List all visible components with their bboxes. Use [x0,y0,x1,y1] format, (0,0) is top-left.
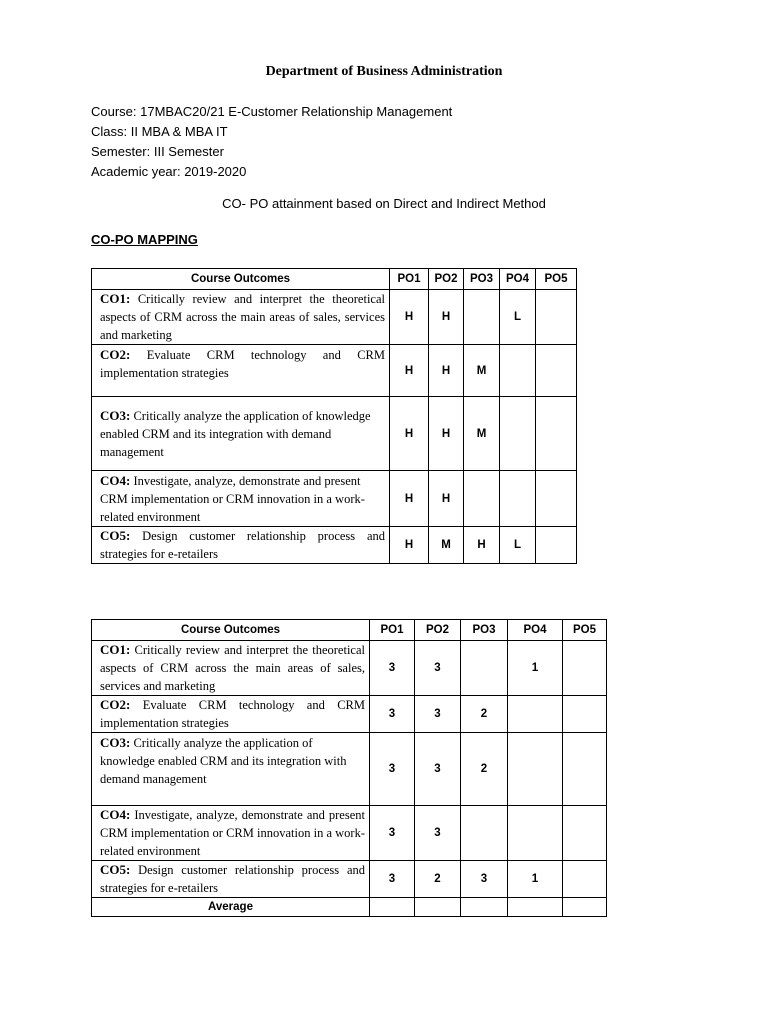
academic-year-line: Academic year: 2019-2020 [91,164,247,179]
column-header: PO4 [508,620,563,641]
outcome-text: Critically analyze the application of knowledge enabled CRM and its integration with demand management [100,408,371,459]
column-header: PO2 [429,269,464,290]
outcome-text: Investigate, analyze, demonstrate and present CRM implementation or CRM innovation in a work-related environment [100,808,365,858]
column-header: PO5 [536,269,577,290]
table-row [92,806,607,861]
score-cell [563,733,607,806]
level-cell: H [390,471,429,527]
outcome-code: CO1: [100,291,131,306]
table-row [92,397,577,471]
score-cell [563,861,607,898]
score-cell: 3 [461,861,508,898]
score-cell: 3 [415,696,461,733]
score-cell: 1 [508,861,563,898]
table-row [92,471,577,527]
column-header: PO3 [461,620,508,641]
average-label: Average [92,898,370,917]
score-cell: 1 [508,641,563,696]
score-cell: 2 [461,733,508,806]
class-line: Class: II MBA & MBA IT [91,124,228,139]
score-cell: 3 [370,861,415,898]
level-cell: H [429,471,464,527]
column-header: PO3 [464,269,500,290]
outcome-text: Design customer relationship process and strategies for e-retailers [100,529,385,561]
level-cell [500,471,536,527]
column-header: PO5 [563,620,607,641]
score-cell [563,641,607,696]
table-row [92,527,577,564]
column-header: PO2 [415,620,461,641]
average-cell [415,898,461,917]
level-cell [536,345,577,397]
level-cell [536,397,577,471]
average-cell [563,898,607,917]
level-cell [536,290,577,345]
score-cell [563,806,607,861]
outcome-cell [92,397,390,471]
table-row [92,861,607,898]
score-cell: 3 [370,806,415,861]
outcome-cell [92,641,370,696]
outcome-text: Critically analyze the application of knowledge enabled CRM and its integration with demand management [100,736,347,786]
level-cell: H [390,397,429,471]
co-po-level-table [91,268,577,564]
outcome-cell [92,733,370,806]
column-header: PO4 [500,269,536,290]
semester-line: Semester: III Semester [91,144,224,159]
level-cell: M [464,345,500,397]
level-cell [500,345,536,397]
score-cell: 3 [370,696,415,733]
outcome-cell [92,696,370,733]
outcome-text: Evaluate CRM technology and CRM implementation strategies [100,348,385,380]
outcome-code: CO5: [100,862,131,877]
average-cell [508,898,563,917]
level-cell: H [429,397,464,471]
score-cell: 3 [415,733,461,806]
co-po-mapping-heading: CO-PO MAPPING [91,232,198,247]
level-cell: H [390,290,429,345]
table-row [92,641,607,696]
score-cell [461,806,508,861]
course-line: Course: 17MBAC20/21 E-Customer Relationship Management [91,104,453,119]
score-cell [508,733,563,806]
average-row [92,898,607,917]
level-cell: H [390,345,429,397]
column-header: PO1 [390,269,429,290]
outcome-text: Evaluate CRM technology and CRM implementation strategies [100,698,365,730]
score-cell [508,806,563,861]
score-cell: 2 [415,861,461,898]
average-cell [461,898,508,917]
table-header-row [92,620,607,641]
level-cell: M [464,397,500,471]
outcome-cell [92,290,390,345]
outcome-text: Critically review and interpret the theoretical aspects of CRM across the main areas of sales, services and marketing [100,292,385,342]
outcome-cell [92,471,390,527]
column-header: PO1 [370,620,415,641]
outcome-cell [92,527,390,564]
level-cell: H [390,527,429,564]
score-cell [508,696,563,733]
co-po-score-table [91,619,607,917]
average-cell [370,898,415,917]
outcome-code: CO4: [100,807,131,822]
table-header-row [92,269,577,290]
level-cell: H [464,527,500,564]
outcome-code: CO5: [100,528,131,543]
level-cell: H [429,345,464,397]
level-cell: L [500,290,536,345]
outcome-code: CO1: [100,642,131,657]
score-cell: 3 [415,641,461,696]
column-header: Course Outcomes [92,620,370,641]
outcome-cell [92,345,390,397]
table-row [92,696,607,733]
table-row [92,290,577,345]
level-cell [464,290,500,345]
outcome-code: CO2: [100,347,131,362]
table-row [92,733,607,806]
score-cell [461,641,508,696]
course-info [91,102,452,182]
column-header: Course Outcomes [92,269,390,290]
outcome-cell [92,861,370,898]
score-cell: 3 [370,641,415,696]
score-cell: 2 [461,696,508,733]
outcome-text: Critically review and interpret the theoretical aspects of CRM across the main areas of sales, services and marketing [100,643,365,693]
department-title: Department of Business Administration [265,64,503,79]
outcome-text: Investigate, analyze, demonstrate and present CRM implementation or CRM innovation in a work-related environment [100,473,365,524]
score-cell [563,696,607,733]
outcome-cell [92,806,370,861]
outcome-code: CO3: [100,407,131,423]
level-cell: L [500,527,536,564]
outcome-text: Design customer relationship process and strategies for e-retailers [100,863,365,895]
attainment-subtitle: CO- PO attainment based on Direct and Indirect Method [222,196,546,211]
level-cell: H [429,290,464,345]
outcome-code: CO4: [100,472,131,488]
level-cell [500,397,536,471]
level-cell [536,471,577,527]
outcome-code: CO3: [100,735,131,750]
outcome-code: CO2: [100,697,131,712]
table-row [92,345,577,397]
level-cell [464,471,500,527]
score-cell: 3 [370,733,415,806]
level-cell: M [429,527,464,564]
score-cell: 3 [415,806,461,861]
level-cell [536,527,577,564]
